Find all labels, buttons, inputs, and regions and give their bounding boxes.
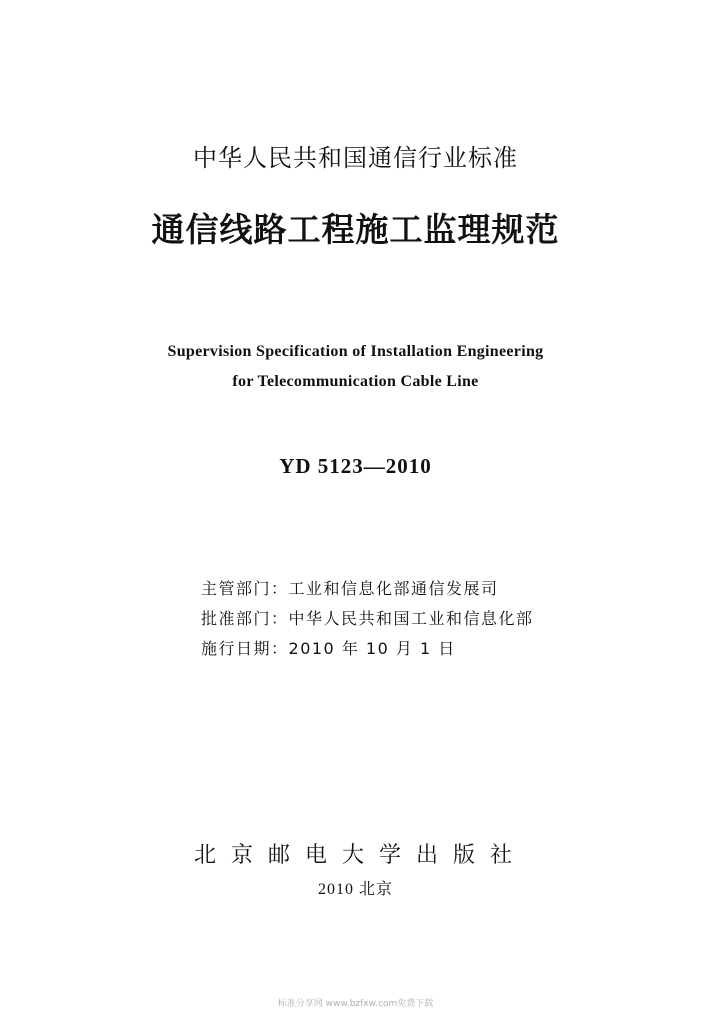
approval-value: 中华人民共和国工业和信息化部 [288, 609, 534, 628]
document-title-cn: 通信线路工程施工监理规范 [151, 210, 560, 249]
document-title-en-line2: for Telecommunication Cable Line [232, 373, 479, 390]
publisher-name: 北京邮电大学出版社 [193, 843, 527, 868]
watermark-text: 标准分享网 www.bzfxw.com免费下载 [277, 999, 434, 1009]
effective-date-row [201, 634, 534, 664]
publication-year-place: 2010 北京 [317, 881, 393, 898]
document-title-en-line1: Supervision Specification of Installation Engineering [167, 343, 544, 360]
standard-category-label: 中华人民共和国通信行业标准 [193, 144, 518, 172]
approval-label: 批准部门： [201, 609, 289, 628]
department-row [201, 574, 534, 604]
meta-info-block [201, 574, 534, 664]
approval-row [201, 604, 534, 634]
department-value: 工业和信息化部通信发展司 [288, 579, 499, 598]
standard-code: YD 5123—2010 [279, 454, 432, 478]
department-label: 主管部门： [201, 579, 289, 598]
effective-date-label: 施行日期： [201, 639, 289, 658]
effective-date-value: 2010 年 10 月 1 日 [288, 639, 456, 658]
